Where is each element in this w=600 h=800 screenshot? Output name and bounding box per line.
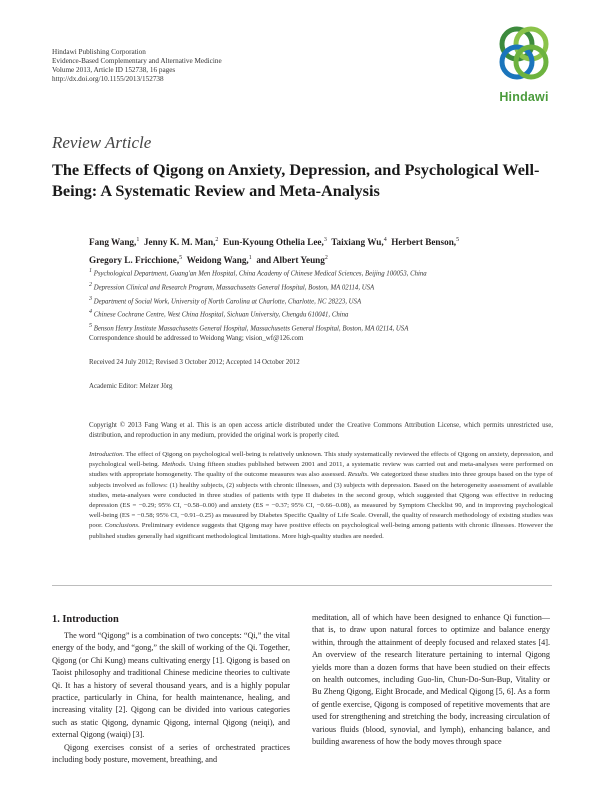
- article-title: The Effects of Qigong on Anxiety, Depression, and Psychological Well-Being: A Systematic Review and Meta-Analysis: [52, 160, 540, 200]
- body-column-left: [52, 630, 290, 766]
- hindawi-logo: [495, 22, 553, 104]
- article-type: Review Article: [52, 133, 152, 152]
- copyright-notice: Copyright © 2013 Fang Wang et al. This is an open access article distributed under the Creative Commons Attribution License, which permits unrestricted use, distribution, and reproduction in any medium, provided the original work is properly cited.: [89, 422, 553, 440]
- affiliation: $^1$ Psychological Department, Guang'an Men Hospital, China Academy of Chinese Medical Sciences, Beijing 100053, China: [89, 268, 427, 278]
- author: Fang Wang,$^1$: [89, 237, 140, 248]
- abstract-intro-label: Introduction.: [89, 451, 125, 458]
- hindawi-logo-text: Hindawi: [499, 90, 549, 104]
- author: Weidong Wang,$^1$: [186, 254, 252, 265]
- affiliation: $^4$ Chinese Cochrane Centre, West China Hospital, Sichuan University, Chengdu 610041, China: [89, 309, 349, 319]
- abstract-results-label: Results.: [347, 471, 369, 479]
- volume-info: Volume 2013, Article ID 152738, 16 pages: [52, 66, 176, 75]
- journal-header: [52, 48, 222, 84]
- affiliation: $^5$ Benson Henry Institute Massachusetts General Hospital, Massachusetts General Hospital, Boston, MA 02114, USA: [89, 323, 409, 333]
- affiliation: $^3$ Department of Social Work, University of North Carolina at Charlotte, Charlotte, NC 28223, USA: [89, 295, 362, 305]
- author-list: [89, 233, 559, 268]
- abstract: Introduction. The effect of Qigong on psychological well-being is relatively unknown. This study systematically reviewed the effects of Qigong on anxiety, depression, and psychological well-being. Methods. Using fifteen studies published between 2001 and 2011, a systematic review was carried out and meta-analyses were performed on studies with appropriate homogeneity. The quality of the outcome measures was also assessed. Results. We categorized these studies into three groups based on the type of subjects involved as follows: (1) healthy subjects, (2) subjects with chronic illnesses, and (3) subjects with depression. Based on the heterogeneity assessment of available studies, meta-analyses were conducted in three studies of patients with type II diabetes in the second group, which suggested that Qigong was effective in reducing depression (ES = −0.29; 95% CI, −0.58–0.00) and anxiety (ES = −0.37; 95% CI, −0.66–0.08), as measured by Symptom Checklist 90, and in improving psychological well-being (ES = −0.58; 95% CI, −0.91–0.25) as measured by Diabetes Specific Quality of Life Scale. Overall, the quality of research methodology of existing studies was poor. Conclusions. Preliminary evidence suggests that Qigong may have positive effects on psychological well-being among patients with chronic illnesses. However the published studies generally had significant methodological limitations. More high-quality studies are needed.: [89, 451, 553, 540]
- publisher-name: Hindawi Publishing Corporation: [52, 48, 146, 56]
- body-column-right: meditation, all of which have been designed to enhance Qi function—that is, to draw upon natural forces to optimize and balance energy within, through the attainment of deeply focused and relaxed states [4]. An overview of the research literature pertaining to internal Qigong yields more than a dozen forms that have been studied on their effects on health outcomes, including Guo-lin, Chun-Do-Sun-Bup, Vitality or Bu Zheng Qigong, Eight Brocade, and Medical Qigong [5, 6]. As a form of gentle exercise, Qigong is composed of repetitive movements that are used for strengthening and stretching the body, increasing circulation of various fluids (blood, synovial, and lymph), enhancing balance, and building awareness of how the body moves through space: [312, 613, 550, 747]
- author: and Albert Yeung$^2$: [256, 254, 328, 265]
- section-divider: [52, 585, 552, 586]
- affiliation: $^2$ Depression Clinical and Research Program, Massachusetts General Hospital, Boston, MA 02114, USA: [89, 281, 375, 292]
- affiliation-list: [89, 266, 559, 335]
- received-dates: Received 24 July 2012; Revised 3 October 2012; Accepted 14 October 2012: [89, 359, 300, 366]
- paragraph: The word “Qigong” is a combination of two concepts: “Qi,” the vital energy of the body, and “gong,” the skill of working of the Qi. Together, Qigong (or Chi Kung) means cultivating energy [1]. Qigong is based on Taoist philosophy and traditional Chinese medicine theories to cultivate Qi. It has a history of several thousand years, and is a highly popular practice, particularly in China, for health maintenance, healing, and increasing vitality [2]. Qigong can be divided into various categories such as static Qigong, dynamic Qigong, internal Qigong (neiqi), and external Qigong (waiqi) [3].: [52, 631, 291, 740]
- author: Eun-Kyoung Othelia Lee,$^3$: [222, 237, 327, 248]
- abstract-conclusions-label: Conclusions.: [104, 522, 140, 530]
- academic-editor: Academic Editor: Melzer Jörg: [89, 383, 173, 390]
- author: Gregory L. Fricchione,$^5$: [89, 254, 183, 265]
- correspondence: Correspondence should be addressed to Weidong Wang; vision_wf@126.com: [89, 335, 304, 342]
- paragraph: Qigong exercises consist of a series of orchestrated practices including body posture, movement, breathing, and: [52, 742, 290, 765]
- abstract-methods-label: Methods.: [161, 461, 187, 469]
- hindawi-logo-icon: [495, 22, 553, 88]
- section-heading: 1. Introduction: [52, 614, 119, 625]
- journal-name: Evidence-Based Complementary and Alternative Medicine: [52, 57, 222, 66]
- author: Jenny K. M. Man,$^2$: [143, 237, 219, 248]
- doi-link[interactable]: http://dx.doi.org/10.1155/2013/152738: [52, 75, 164, 84]
- author: Taixiang Wu,$^4$: [331, 237, 387, 248]
- author: Herbert Benson,$^5$: [391, 237, 460, 248]
